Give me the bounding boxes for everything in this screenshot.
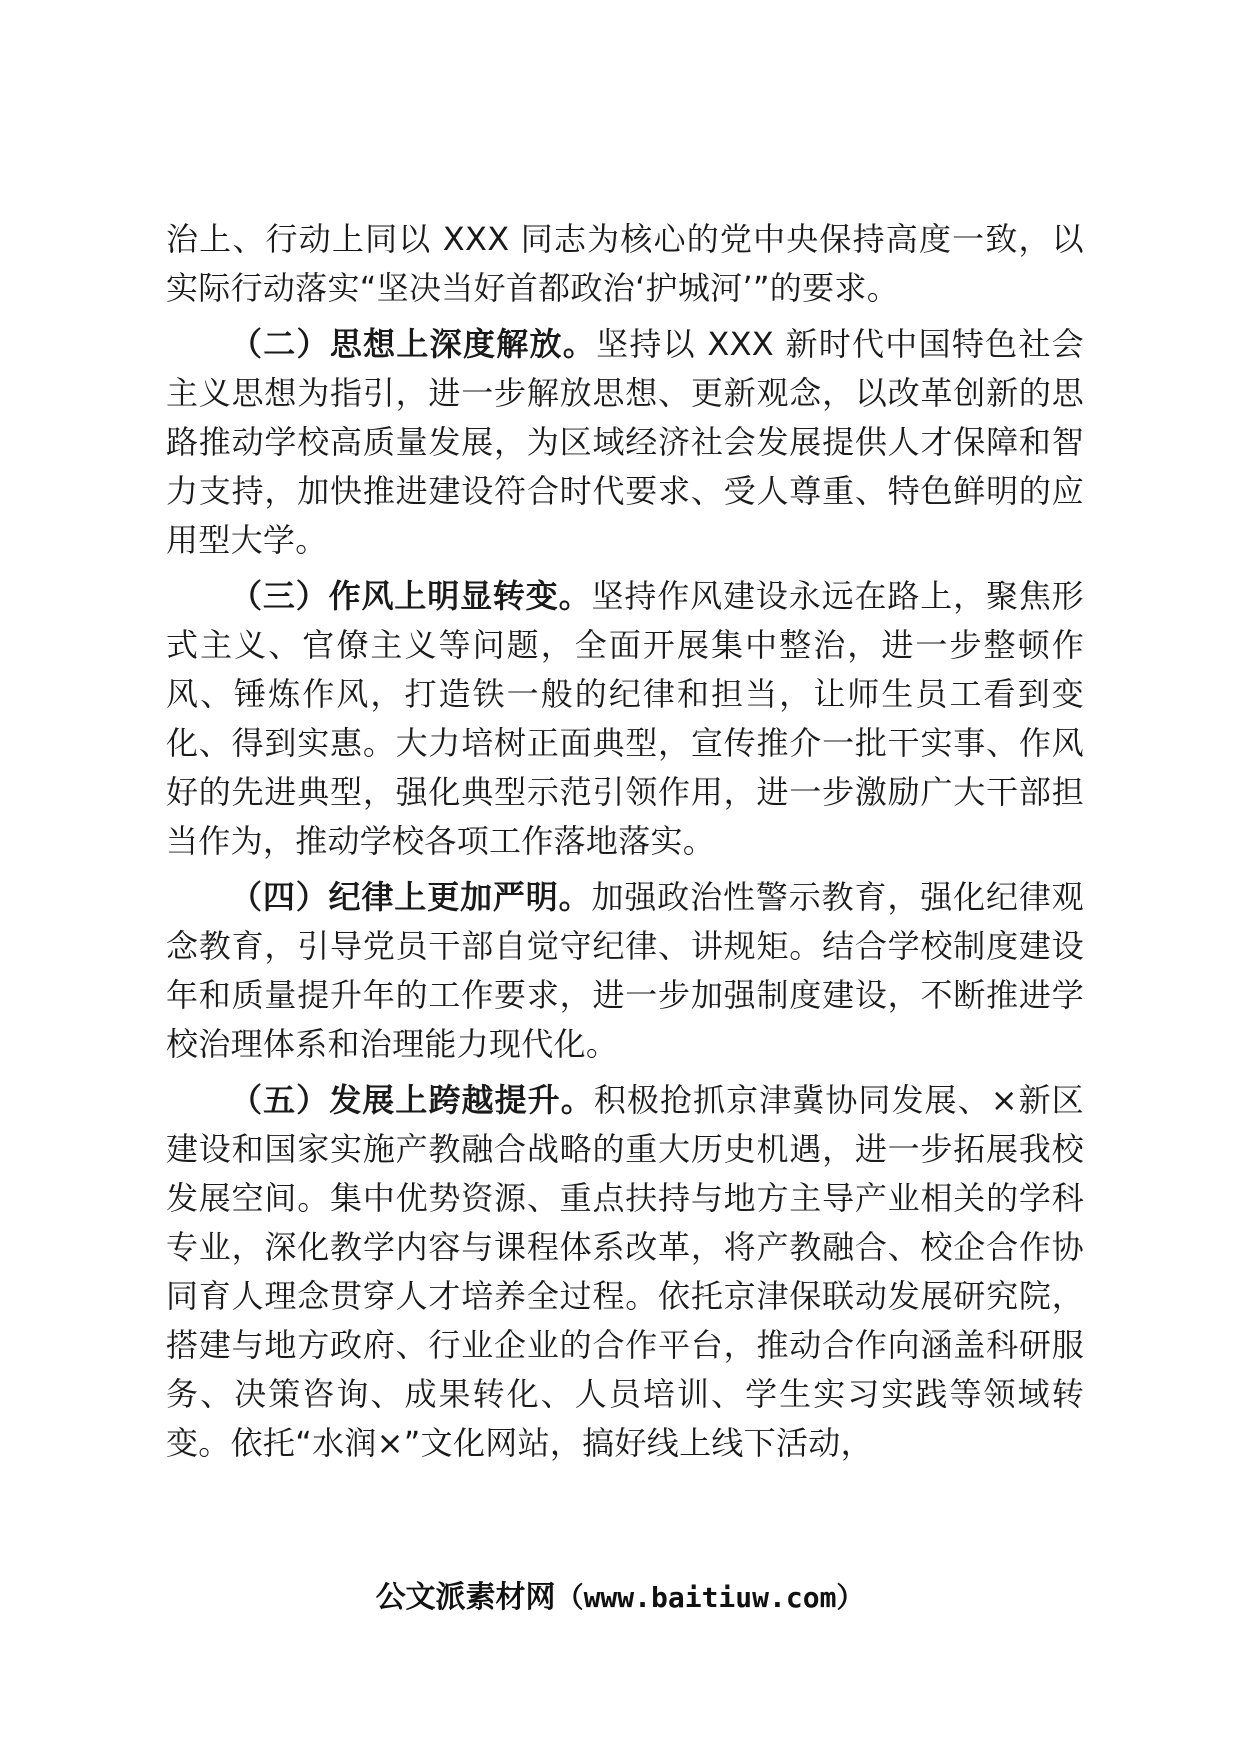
paragraph-text: 坚持作风建设永远在路上，聚焦形式主义、官僚主义等问题，全面开展集中整治，进一步整顿作风、锤炼作风，打造铁一般的纪律和担当，让师生员工看到变化、得到实惠。大力培树正面典型，宣传推介一批干实事、作风好的先进典型，强化典型示范引领作用，进一步激励广大干部担当作为，推动学校各项工作落地落实。 [166, 577, 1084, 860]
paragraph-section-2 [166, 320, 1084, 565]
paragraph-section-4 [166, 873, 1084, 1069]
page-footer [0, 1578, 1240, 1618]
section-heading: （二）思想上深度解放。 [230, 325, 597, 363]
paragraph-text: 积极抢抓京津冀协同发展、×新区建设和国家实施产教融合战略的重大历史机遇，进一步拓展我校发展空间。集中优势资源、重点扶持与地方主导产业相关的学科专业，深化教学内容与课程体系改革，将产教融合、校企合作协同育人理念贯穿人才培养全过程。依托京津保联动发展研究院，搭建与地方政府、行业企业的合作平台，推动合作向涵盖科研服务、决策咨询、成果转化、人员培训、学生实习实践等领域转变。依托“水润×”文化网站，搞好线上线下活动， [166, 1081, 1084, 1462]
section-heading: （五）发展上跨越提升。 [230, 1081, 594, 1119]
document-body [166, 215, 1084, 1475]
paragraph-text: 坚持以 XXX 新时代中国特色社会主义思想为指引，进一步解放思想、更新观念，以改革创新的思路推动学校高质量发展，为区域经济社会发展提供人才保障和智力支持，加快推进建设符合时代要求、受人尊重、特色鲜明的应用型大学。 [166, 325, 1084, 559]
paragraph-section-3 [166, 572, 1084, 866]
footer-site-name: 公文派素材网 [375, 1580, 556, 1615]
paragraph-text: 治上、行动上同以 XXX 同志为核心的党中央保持高度一致，以实际行动落实“坚决当好首都政治‘护城河’”的要求。 [166, 220, 1084, 307]
section-heading: （三）作风上明显转变。 [230, 577, 592, 615]
paragraph-continuation [166, 215, 1084, 313]
paragraph-section-5 [166, 1076, 1084, 1468]
footer-url: （www.baitiuw.com） [555, 1581, 865, 1614]
section-heading: （四）纪律上更加严明。 [230, 878, 592, 916]
paragraph-text: 加强政治性警示教育，强化纪律观念教育，引导党员干部自觉守纪律、讲规矩。结合学校制度建设年和质量提升年的工作要求，进一步加强制度建设，不断推进学校治理体系和治理能力现代化。 [166, 878, 1084, 1063]
